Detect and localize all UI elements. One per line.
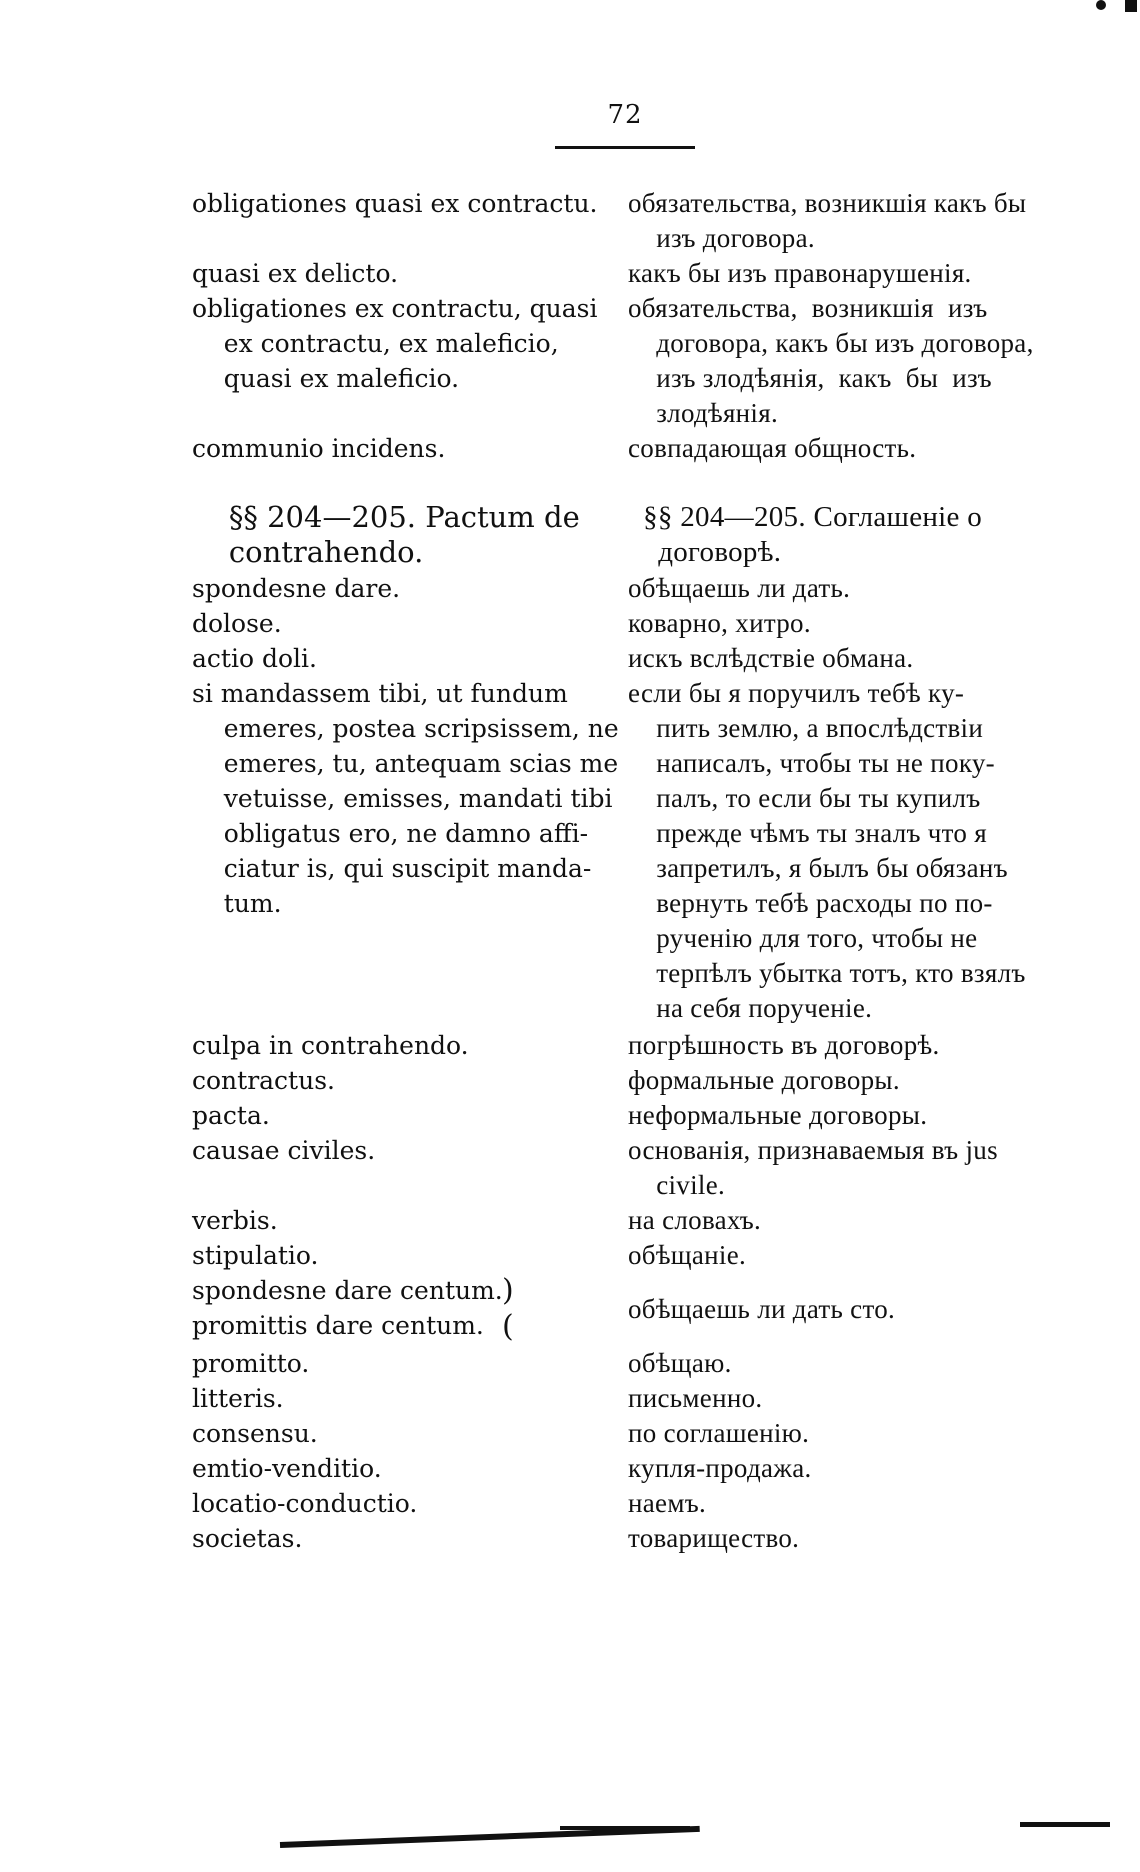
- latin-term: emtio-venditio.: [192, 1454, 382, 1483]
- latin-section-heading: §§ 204—205. Pactum de contrahendo.: [228, 500, 580, 569]
- russian-translation: по соглашенію.: [628, 1418, 810, 1448]
- page-number: 72: [607, 100, 643, 130]
- brace-mark: ) (: [502, 1273, 514, 1344]
- russian-translation: товарищество.: [628, 1523, 800, 1553]
- latin-term: communio incidens.: [192, 434, 446, 463]
- russian-translation: обѣщаніе.: [628, 1240, 747, 1270]
- russian-translation: наемъ.: [628, 1488, 707, 1518]
- russian-translation: обязательства, возникшія изъ договора, какъ бы изъ договора, изъ злодѣянія, какъ бы изъ злодѣянія.: [628, 293, 1034, 428]
- latin-term: verbis.: [192, 1206, 278, 1235]
- latin-term: consensu.: [192, 1419, 318, 1448]
- latin-term: societas.: [192, 1524, 303, 1553]
- russian-translation: купля-продажа.: [628, 1453, 812, 1483]
- latin-term: spondesne dare.: [192, 574, 401, 603]
- russian-section-heading: §§ 204—205. Соглашеніе о договорѣ.: [643, 501, 983, 568]
- latin-term: stipulatio.: [192, 1241, 319, 1270]
- latin-term: quasi ex delicto.: [192, 259, 399, 288]
- russian-translation: обязательства, возникшія какъ бы изъ договора.: [628, 188, 1027, 253]
- russian-translation: неформальные договоры.: [628, 1100, 928, 1130]
- latin-term: dolose.: [192, 609, 282, 638]
- russian-translation: формальные договоры.: [628, 1065, 900, 1095]
- latin-term: locatio-conductio.: [192, 1489, 418, 1518]
- russian-translation: искъ вслѣдствіе обмана.: [628, 643, 914, 673]
- russian-translation: погрѣшность въ договорѣ.: [628, 1030, 940, 1060]
- latin-term: obligationes quasi ex contractu.: [192, 189, 598, 218]
- latin-term: contractus.: [192, 1066, 335, 1095]
- latin-term: obligationes ex contractu, quasi ex contractu, ex maleficio, quasi ex maleficio.: [192, 294, 598, 393]
- russian-translation: коварно, хитро.: [628, 608, 811, 638]
- scan-artifact: [560, 1826, 690, 1830]
- russian-translation: какъ бы изъ правонарушенія.: [628, 258, 972, 288]
- russian-translation: письменно.: [628, 1383, 763, 1413]
- latin-term: si mandassem tibi, ut fundum emeres, postea scripsissem, ne emeres, tu, antequam scias me vetuisse, emisses, mandati tibi obligatus ero, ne damno affi- ciatur is, qui suscipit manda- tum.: [192, 679, 619, 918]
- russian-translation: обѣщаешь ли дать сто.: [628, 1294, 896, 1324]
- russian-translation: основанія, признаваемыя въ jus civile.: [628, 1135, 998, 1200]
- latin-term: litteris.: [192, 1384, 284, 1413]
- russian-translation: совпадающая общность.: [628, 433, 917, 463]
- latin-term: spondesne dare centum. promittis dare centum.: [192, 1276, 503, 1340]
- latin-term: culpa in contrahendo.: [192, 1031, 469, 1060]
- scan-artifact: [1125, 0, 1137, 12]
- scan-artifact: [1020, 1822, 1110, 1827]
- latin-term: causae civiles.: [192, 1136, 376, 1165]
- scan-artifact: [1096, 0, 1106, 10]
- russian-translation: обѣщаю.: [628, 1348, 732, 1378]
- russian-translation: если бы я поручилъ тебѣ ку- пить землю, а впослѣдствіи написалъ, чтобы ты не поку- палъ, то если бы ты купилъ прежде чѣмъ ты зналъ что я запретилъ, я былъ бы обязанъ вернуть тебѣ расходы по по- рученію для того, чтобы не терпѣлъ убытка тотъ, кто взялъ на себя порученіе.: [628, 678, 1026, 1023]
- latin-term: pacta.: [192, 1101, 270, 1130]
- russian-translation: обѣщаешь ли дать.: [628, 573, 851, 603]
- latin-term: actio doli.: [192, 644, 317, 673]
- russian-translation: на словахъ.: [628, 1205, 762, 1235]
- latin-term: promitto.: [192, 1349, 310, 1378]
